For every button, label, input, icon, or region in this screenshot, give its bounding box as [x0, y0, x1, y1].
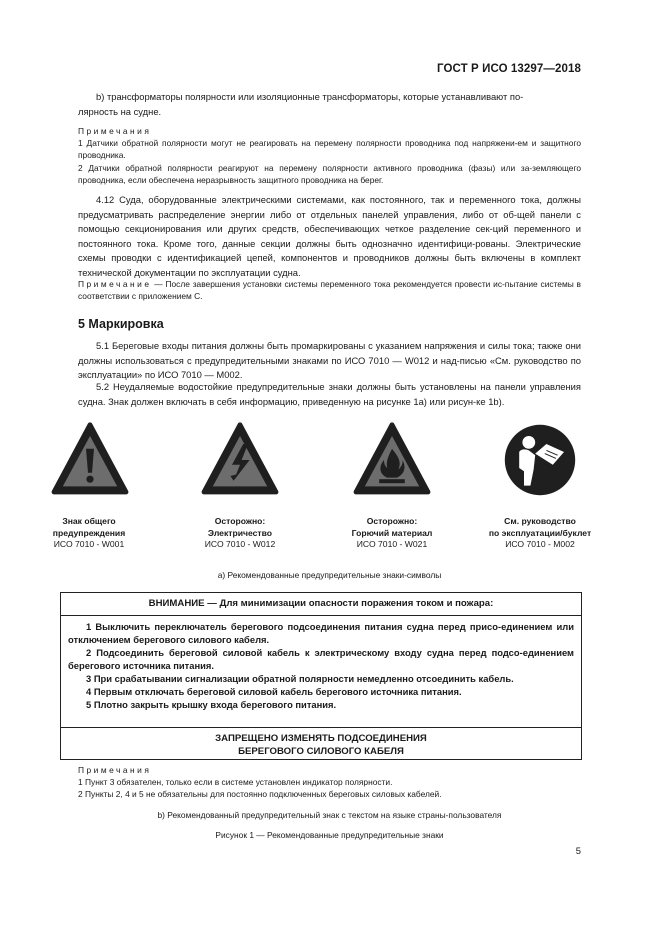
- warning-box: [60, 592, 582, 760]
- sign-code: ИСО 7010 - М002: [505, 539, 575, 549]
- read-manual-icon: [500, 420, 580, 500]
- paragraph-b-text: b) трансформаторы полярности или изоляционные трансформаторы, которые устанавливают по- лярность на судне.: [78, 91, 524, 117]
- note-title: Примечание: [78, 279, 152, 289]
- note-item: 1 Пункт 3 обязателен, только если в системе установлен индикатор полярности.: [78, 777, 393, 788]
- document-code: ГОСТ Р ИСО 13297—2018: [436, 63, 581, 75]
- page-number: 5: [575, 845, 581, 856]
- warning-item: 1 Выключить переключатель берегового подсоединения питания судна перед присо-единением или отключением берегового силового кабеля.: [68, 621, 574, 645]
- warning-footer-line: БЕРЕГОВОГО СИЛОВОГО КАБЕЛЯ: [238, 746, 404, 757]
- note-item: 2 Датчики обратной полярности реагируют на перемену полярности активного проводника (фазы) или за-земляющего проводника, если обеспечена неразрывность защитного проводника на берег.: [78, 162, 581, 185]
- notes-title: Примечания: [78, 765, 152, 775]
- warning-item: 3 При срабатывании сигнализации обратной полярности немедленно отсоединить кабель.: [86, 673, 514, 684]
- sign-caption-line: по эксплуатации/буклет: [488, 527, 592, 538]
- warning-item: 5 Плотно закрыть крышку входа берегового питания.: [86, 699, 337, 710]
- paragraph-b: [78, 90, 581, 119]
- sign-caption-3: [322, 516, 462, 551]
- sign-caption-line: Знак общего: [62, 516, 116, 526]
- sign-caption-line: См. руководство: [504, 516, 576, 526]
- lightning-icon: [200, 420, 280, 500]
- figure-caption: Рисунок 1 — Рекомендованные предупредительные знаки: [215, 830, 444, 840]
- paragraph-5-1: 5.1 Береговые входы питания должны быть промаркированы с указанием напряжения и силы тока; также они должны использоваться с предупредительными знаками по ИСО 7010 — W012 и над-писью «См. руководство по эксплуатации» по ИСО 7010 — М002.: [78, 340, 581, 380]
- sign-code: ИСО 7010 - W001: [53, 539, 125, 549]
- sign-caption-2: [170, 516, 310, 551]
- sign-caption-4: [470, 516, 610, 551]
- warning-footer: [61, 728, 581, 758]
- sign-caption-line: предупреждения: [52, 527, 126, 538]
- warning-item: 4 Первым отключать береговой силовой кабель берегового источника питания.: [86, 686, 462, 697]
- sign-caption-line: Осторожно:: [366, 516, 418, 526]
- note-item: 1 Датчики обратной полярности могут не реагировать на перемену полярности проводника под напряжени-ем и защитного проводника.: [78, 138, 581, 161]
- caption-a: а) Рекомендованные предупредительные знаки-символы: [217, 570, 442, 580]
- note-item: 2 Пункты 2, 4 и 5 не обязательны для постоянно подключенных береговых силовых кабелей.: [78, 789, 442, 800]
- note-text: — После завершения установки системы переменного тока рекомендуется провести ис-пытание системы в соответствии с приложением С.: [78, 279, 581, 302]
- warning-item: 2 Подсоединить береговой силовой кабель к электрическому входу судна перед подсо-единением берегового источника питания.: [68, 647, 574, 671]
- paragraph-4-12: 4.12 Суда, оборудованные электрическими системами, как постоянного, так и переменного тока, должны предусматривать распределение энергии либо от отдельных панелей управления, либо от об-щей панели с помощью секционирования или других средств, обеспечивающих четкое разделение сек-ций переменного и постоянного тока. Кроме того, данные секции должны быть однозначно идентифици-рованы. Электрические схемы проводки с идентификацией цепей, компонентов и проводников должны быть включены в комплект технической документации по эксплуатации судна.: [78, 194, 581, 278]
- sign-code: ИСО 7010 - W012: [204, 539, 276, 549]
- notes-block-3: [78, 764, 581, 801]
- paragraph-5-2: 5.2 Неудаляемые водостойкие предупредительные знаки должны быть установлены на панели управления судна. Знак должен включать в себя информацию, приведенную на рисунке 1а) или рисун-ке 1b).: [78, 381, 581, 407]
- exclamation-icon: [50, 420, 130, 500]
- notes-block-1: [78, 125, 581, 186]
- sign-caption-line: Электричество: [207, 527, 273, 538]
- sign-caption-1: [19, 516, 159, 551]
- flame-icon: [352, 420, 432, 500]
- notes-title: Примечания: [78, 126, 152, 136]
- sign-caption-line: Горючий материал: [351, 527, 433, 538]
- note-block-2: [78, 278, 581, 302]
- warning-items: [61, 616, 581, 728]
- warning-heading: ВНИМАНИЕ — Для минимизации опасности поражения током и пожара:: [61, 593, 581, 616]
- sign-code: ИСО 7010 - W021: [356, 539, 428, 549]
- warning-footer-line: ЗАПРЕЩЕНО ИЗМЕНЯТЬ ПОДСОЕДИНЕНИЯ: [215, 733, 427, 744]
- sign-caption-line: Осторожно:: [214, 516, 266, 526]
- section-heading: 5 Маркировка: [78, 317, 164, 331]
- caption-b: b) Рекомендованный предупредительный знак с текстом на языке страны-пользователя: [157, 810, 502, 820]
